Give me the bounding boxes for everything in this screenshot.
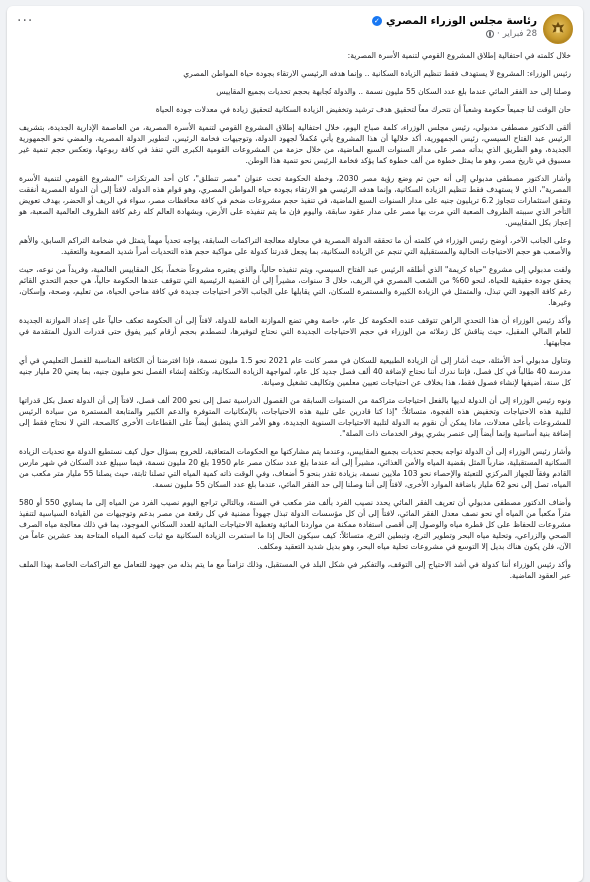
post-paragraph: ونوه رئيس الوزراء إلى أن الدولة لديها بالفعل احتياجات متراكمة من السنوات السابقة من الفصول الدراسية تصل إلى نحو 200 ألف فصل، لافتاً إلى أن الدولة تعمل بكل قدراتها لتلبية هذه الاحتياجات وتخفيض هذه الفجوة، متسائلاً: "إذا كنا قادرين على تلبية هذه الاحتياجات، بالإمكانيات المتوفرة والدعم الكبير والمتابعة المستمرة من سيادة الرئيس للمشروعات بأعلى معدلات، ماذا يمكن أن نقوم به الدولة لتلبية الاحتياجات السنوية الجديدة، وهو الأمر الذي ينطبق أيضاً على القطاعات الأخرى كالصحة، التي لا نحتاج فقط إلى إضافة بنية أساسية وإنما أيضاً إلى عنصر بشري يوفر الخدمات ذات الصلة". bbox=[19, 396, 571, 438]
post-paragraph: وتناول مدبولي أحد الأمثلة، حيث أشار إلى أن الزيادة الطبيعية للسكان في مصر كانت عام 2021 نحو 1.5 مليون نسمة، فإذا افترضنا أن الكثافة المناسبة للفصل التعليمي في أي مدرسة 40 طالباً في كل فصل، فإننا ندرك أننا نحتاج لإضافة 40 ألف فصل جديد كل عام، لمواجهة الزيادة السكانية، وتكلفة إنشاء الفصل نحو مليون جنيه، بما يعني 20 مليار جنيه كل سنة، أضيفها لإنشاء فصول فقط، هذا بخلاف عن احتياجات تعيين معلمين وتكاليف تشغيل وصيانة. bbox=[19, 356, 571, 387]
post-paragraph: رئيس الوزراء: المشروع لا يستهدف فقط تنظيم الزيادة السكانية .. وإنما هدفه الرئيسي الارتقاء بجودة حياة المواطن المصري bbox=[183, 69, 571, 78]
post-timestamp[interactable]: 28 فبراير bbox=[502, 29, 537, 39]
meta-separator: · bbox=[497, 29, 500, 39]
post-paragraph: خلال كلمته في احتفالية إطلاق المشروع القومي لتنمية الأسرة المصرية: bbox=[347, 51, 571, 60]
post-paragraph: وأكد رئيس الوزراء أن هذا التحدي الراهن تتوقف عنده الحكومة كل عام، خاصة وهي تضع الموازنة العامة للدولة، لافتاً إلى أن الحكومة تعكف حالياً على إعداد الموازنة الجديدة للعام المالي المقبل، حيث يناقش كل زملائه من الوزراء في حجم الاحتياجات الجديدة التي نحتاج لتوفيرها، لنصطدم بحجم أرقام كبير يفوق حتى قدرات الدول المتقدمة في مجابهتها. bbox=[19, 316, 571, 347]
post-paragraph: وأشار رئيس الوزراء إلى أن الدولة تواجه بحجم تحديات بجميع المقاييس، وعندما يتم مشاركتها مع الحكومات المتعاقبة، للخروج بسؤال حول كيف نستطيع الدولة مع تحديات الزيادة السكانية المستقبلية، ضارباً المثل بقضية المياه والأمن الغذائي، مشيراً إلى أنه عندما بلغ عدد سكان مصر عام 1950 بلغ 20 مليون نسمة، فيما سيبلغ عدد السكان في شهر مارس القادم وفقاً للجهاز المركزي للتعبئة والإحصاء نحو 103 ملايين نسمة، بزيادة تقدر بنحو 5 أضعاف، وفي الوقت ذاته كمية المياه التي تصلنا ثابتة، حيث يصلنا 55 مليار متر مكعب من المياه، تصل إلى نحو 62 مليار باضافة الموارد الأخرى، لافتاً إلى أننا وصلنا إلى حد الفقر المائي، عندما بلغ عدد السكان 55 مليون نسمة. bbox=[19, 447, 571, 489]
post-paragraph: وصلنا إلى حد الفقر المائي عندما بلغ عدد السكان 55 مليون نسمة .. والدولة تُجابهة بحجم تحديات بجميع المقاييس bbox=[216, 87, 571, 96]
post-paragraph: ولفت مدبولي إلى مشروع "حياة كريمة" الذي أطلقه الرئيس عبد الفتاح السيسي، ويتم تنفيذه حالياً، والذي يعتبره مشروعاً ضخماً، بكل المقاييس العالمية، وفريداً من نوعه، حيث يحقق جودة حقيقية للحياة، لنحو 60% من الشعب المصري في الريف، خلال 3 سنوات، مشيراً إلى أن القضية الرئيسية التي تتوقف عندها الحكومة حالياً، هي حجم التحدي القائم رغم كافة الجهود التي تبذل، والمتمثل في الزيادة الكبيرة والمستمرة للسكان، التي يقابلها على الجانب الآخر احتياجات جديدة في كافة مناحي الحياة، من تعليم، وصحة، وإسكان، وغيرها. bbox=[19, 265, 571, 307]
post-paragraph: وعلى الجانب الآخر، أوضح رئيس الوزراء في كلمته أن ما تحققه الدولة المصرية في محاولة معالجة التراكمات السابقة، يواجه تحدياً مهماً يتمثل في ضخامة التراكم السابق، والأهم والأصعب هو حجم الاحتياجات الحالية والمستقبلية التي تنجم عن الزيادة السكانية، بما يجعل قدرتنا كدولة على مواكبة حجم هذه التحديات أمراً شديد الصعوبة والتعقيد. bbox=[19, 236, 571, 256]
verified-badge-icon: ✓ bbox=[372, 16, 382, 26]
page-name-row bbox=[372, 15, 537, 27]
post-paragraph: وأكد رئيس الوزراء أننا كدولة في أشد الاحتياج إلى التوقف، والتفكير في شكل البلد في المستقبل، وذلك تزامناً مع ما يتم بذله من جهود للتعامل مع التراكمات الخاصة بهذا الملف عبر العقود الماضية. bbox=[19, 560, 571, 580]
post-paragraph: ألقى الدكتور مصطفى مدبولي، رئيس مجلس الوزراء، كلمة صباح اليوم، خلال احتفالية إطلاق المشروع القومي لتنمية الأسرة المصرية، من العاصمة الإدارية الجديدة، بتشريف الرئيس عبد الفتاح السيسي، رئيس الجمهورية، أكد خلالها أن هذا المشروع يأتي مُكملاً لجهود الدولة، وتوجيهات فخامة الرئيس، لتطوير الدولة المصرية، والمضي نحو الجمهورية الجديدة، وهو الطريق الذي بدأته مصر على مدار السنوات السبع الماضية، من خلال حزمة من المشروعات القومية الكبرى التي تنفذ في كافة ربوعها، وتعكس حجم تنمية غير مسبوق في تاريخ مصر، وهو ما يمثل خطوة من ألف خطوة كما يؤكد فخامة الرئيس نحو تنمية هذا الوطن. bbox=[19, 123, 571, 165]
post-paragraph: حان الوقت لنا جميعاً حكومة وشعباً أن نتحرك معاً لتحقيق هدف ترشيد وتخفيض الزيادة السكانية لتحقيق زيادة في معدلات جودة الحياة bbox=[155, 105, 571, 114]
post-meta bbox=[486, 29, 537, 39]
post-paragraph: وأشار الدكتور مصطفى مدبولي إلى أنه حين تم وضع رؤية مصر 2030، وخطة الحكومة تحت عنوان "مصر تنطلق"، كان أحد المرتكزات "المشروع القومي لتنمية الأسرة المصرية"، الذي لا يستهدف فقط تنظيم الزيادة السكانية، وإنما هدفه الرئيسي هو الارتقاء بجودة حياة المواطن المصري، وهو قوام هذه الدولة، لافتاً إلى أن الدولة المصرية أنفقت وتنفق استثمارات تتجاوز 6.2 تريليون جنيه على مدار السنوات السبع الماضية، في تنفيذ حجم مشروعات ضخم في كافة محافظات مصر، سواء في الريف أو الحضر، بهدف تعويض التأخر الذي سببته الظروف الصعبة التي مرت بها مصر على مدار عقود سابقة، واليوم فإن ما يتم تنفيذه على الأرض، وبشهادة العالم كله رغم كافة الظروف العالمية الصعبة، هو إعجاز بكل المقاييس. bbox=[19, 174, 571, 227]
post-card bbox=[7, 6, 583, 882]
globe-icon bbox=[486, 30, 494, 38]
post-header bbox=[7, 6, 583, 40]
page-name[interactable]: رئاسة مجلس الوزراء المصري bbox=[385, 15, 537, 27]
post-body bbox=[7, 40, 583, 581]
more-options-icon[interactable]: ··· bbox=[17, 13, 34, 29]
page-avatar[interactable] bbox=[543, 14, 573, 44]
eagle-emblem-icon bbox=[549, 20, 567, 38]
post-paragraph: وأضاف الدكتور مصطفى مدبولي أن تعريف الفقر المائي يحدد نصيب الفرد بألف متر مكعب في السنة، وبالتالي تراجع اليوم نصيب الفرد من المياه إلى ما يساوي 550 أو 580 متراً مكعباً من المياه أي نحو نصف معدل الفقر المائي، لافتاً إلى أن كل مؤسسات الدولة تبذل جهوداً مضنية في كل رقعة من مصر بدعم وتوجيهات من القيادة السياسية لتنفيذ مشروعات للحفاظ على كل قطرة مياه والوصول إلى أقصى استفادة ممكنة من مواردنا المائية وتغطية الاحتياجات المائية للعدد السكاني الموجود، بما في ذلك معالجة مياه الصرف الصحي والزراعي، وتحلية مياه البحر وتطوير الترع، وتبطين الترع، متسائلاً: كيف سيكون الحال إذا ما استمرت الزيادة السكانية مع ثبات كمية المياه المتاحة بعد عشرين عاماً من الآن، فلن يكون هناك بديل إلا التوسع في مشروعات تحلية مياه البحر، وهو بديل شديد التعقيد ومكلف. bbox=[19, 498, 571, 551]
